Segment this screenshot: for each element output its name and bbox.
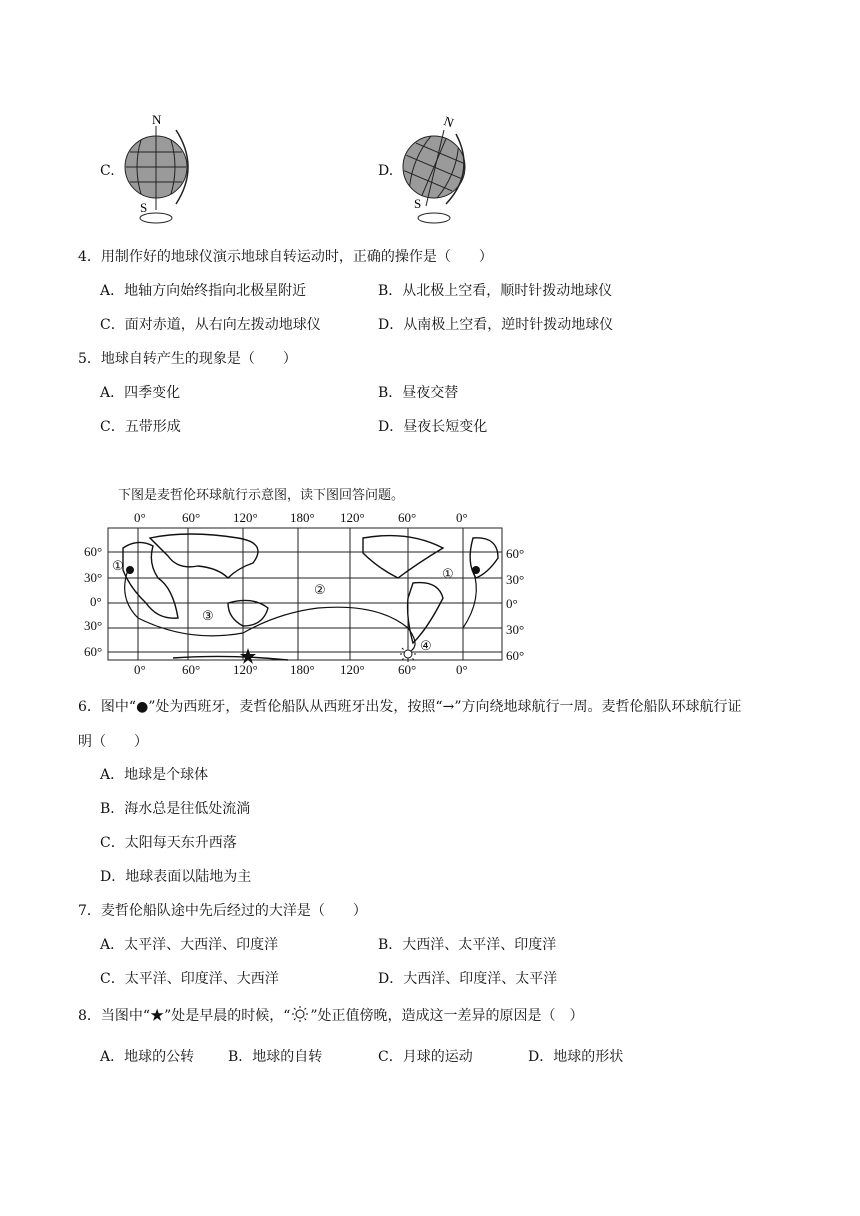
- top-lon-5: 60°: [398, 510, 417, 525]
- q8-option-b[interactable]: B．地球的自转: [228, 1049, 323, 1065]
- q8-option-c[interactable]: C．月球的运动: [378, 1049, 473, 1065]
- q8-stem-part-a: 8．当图中“★”处是早晨的时候，“: [78, 1008, 291, 1024]
- marker-3: ③: [202, 608, 214, 623]
- q8-option-d[interactable]: D．地球的形状: [528, 1049, 624, 1065]
- left-lat-1: 30°: [84, 570, 103, 585]
- q4-option-b[interactable]: B．从北极上空看，顺时针拨动地球仪: [378, 283, 613, 299]
- bottom-lon-5: 60°: [398, 662, 417, 676]
- q6-option-d[interactable]: D．地球表面以陆地为主: [100, 869, 252, 885]
- option-d-label: D.: [378, 163, 394, 179]
- left-lat-0: 60°: [84, 544, 103, 559]
- left-lat-2: 0°: [90, 594, 102, 609]
- q8-option-a[interactable]: A．地球的公转: [100, 1049, 195, 1065]
- q6-option-a[interactable]: A．地球是个球体: [100, 767, 209, 783]
- q7-stem: 7．麦哲伦船队途中先后经过的大洋是（ ）: [78, 903, 367, 919]
- bottom-lon-1: 60°: [182, 662, 201, 676]
- marker-1-left: ①: [112, 558, 124, 573]
- q7-option-b[interactable]: B．大西洋、太平洋、印度洋: [378, 937, 557, 953]
- right-lat-4: 60°: [506, 648, 525, 663]
- q6-option-c[interactable]: C．太阳每天东升西落: [100, 835, 237, 851]
- svg-text:S: S: [140, 200, 148, 215]
- q5-stem: 5．地球自转产生的现象是（ ）: [78, 351, 297, 367]
- svg-text:N: N: [441, 113, 456, 131]
- q6-stem-line1: 6．图中“●”处为西班牙，麦哲伦船队从西班牙出发，按照“→”方向绕地球航行一周。麦哲伦船队环球航行证: [78, 699, 742, 715]
- q7-option-a[interactable]: A．太平洋、大西洋、印度洋: [100, 937, 279, 953]
- bottom-lon-4: 120°: [340, 662, 365, 676]
- q5-option-b[interactable]: B．昼夜交替: [378, 385, 459, 401]
- bottom-lon-3: 180°: [290, 662, 315, 676]
- right-lat-3: 30°: [506, 622, 525, 637]
- top-lon-6: 0°: [456, 510, 468, 525]
- marker-4: ④: [420, 638, 432, 653]
- top-lon-0: 0°: [134, 510, 146, 525]
- bottom-lon-2: 120°: [233, 662, 258, 676]
- q4-option-c[interactable]: C．面对赤道，从右向左拨动地球仪: [100, 317, 321, 333]
- left-lat-3: 30°: [84, 618, 103, 633]
- top-lon-1: 60°: [182, 510, 201, 525]
- q4-stem: 4．用制作好的地球仪演示地球自转运动时，正确的操作是（ ）: [78, 249, 493, 265]
- spain-dot-marker-right: [472, 566, 480, 574]
- bottom-lon-6: 0°: [456, 662, 468, 676]
- q6-option-b[interactable]: B．海水总是往低处流淌: [100, 801, 251, 817]
- top-lon-4: 120°: [340, 510, 365, 525]
- marker-1-right: ①: [442, 566, 454, 581]
- q5-option-d[interactable]: D．昼夜长短变化: [378, 419, 488, 435]
- passage-text: 下图是麦哲伦环球航行示意图，读下图回答问题。: [118, 488, 405, 503]
- right-lat-0: 60°: [506, 546, 525, 561]
- svg-text:N: N: [152, 112, 162, 127]
- q5-option-a[interactable]: A．四季变化: [100, 385, 181, 401]
- left-lat-4: 60°: [84, 644, 103, 659]
- top-lon-3: 180°: [290, 510, 315, 525]
- q6-stem-line2: 明（ ）: [78, 734, 148, 750]
- q4-option-d[interactable]: D．从南极上空看，逆时针拨动地球仪: [378, 317, 614, 333]
- magellan-route-map: [78, 508, 538, 676]
- q7-option-d[interactable]: D．大西洋、印度洋、太平洋: [378, 971, 558, 987]
- q5-option-c[interactable]: C．五带形成: [100, 419, 181, 435]
- q7-option-c[interactable]: C．太平洋、印度洋、大西洋: [100, 971, 279, 987]
- q8-stem: [78, 1006, 584, 1026]
- top-lon-2: 120°: [233, 510, 258, 525]
- svg-text:S: S: [414, 196, 422, 211]
- spain-dot-marker: [126, 566, 134, 574]
- right-lat-1: 30°: [506, 572, 525, 587]
- marker-2: ②: [314, 582, 326, 597]
- right-lat-2: 0°: [506, 596, 518, 611]
- q8-stem-part-b: ”处正值傍晚，造成这一差异的原因是（ ）: [310, 1008, 584, 1024]
- globe-d-figure: [396, 112, 476, 227]
- option-c-label: C.: [100, 163, 115, 179]
- sun-icon: [290, 1006, 310, 1022]
- globe-c-figure: [118, 112, 198, 227]
- q4-option-a[interactable]: A．地轴方向始终指向北极星附近: [100, 283, 307, 299]
- bottom-lon-0: 0°: [134, 662, 146, 676]
